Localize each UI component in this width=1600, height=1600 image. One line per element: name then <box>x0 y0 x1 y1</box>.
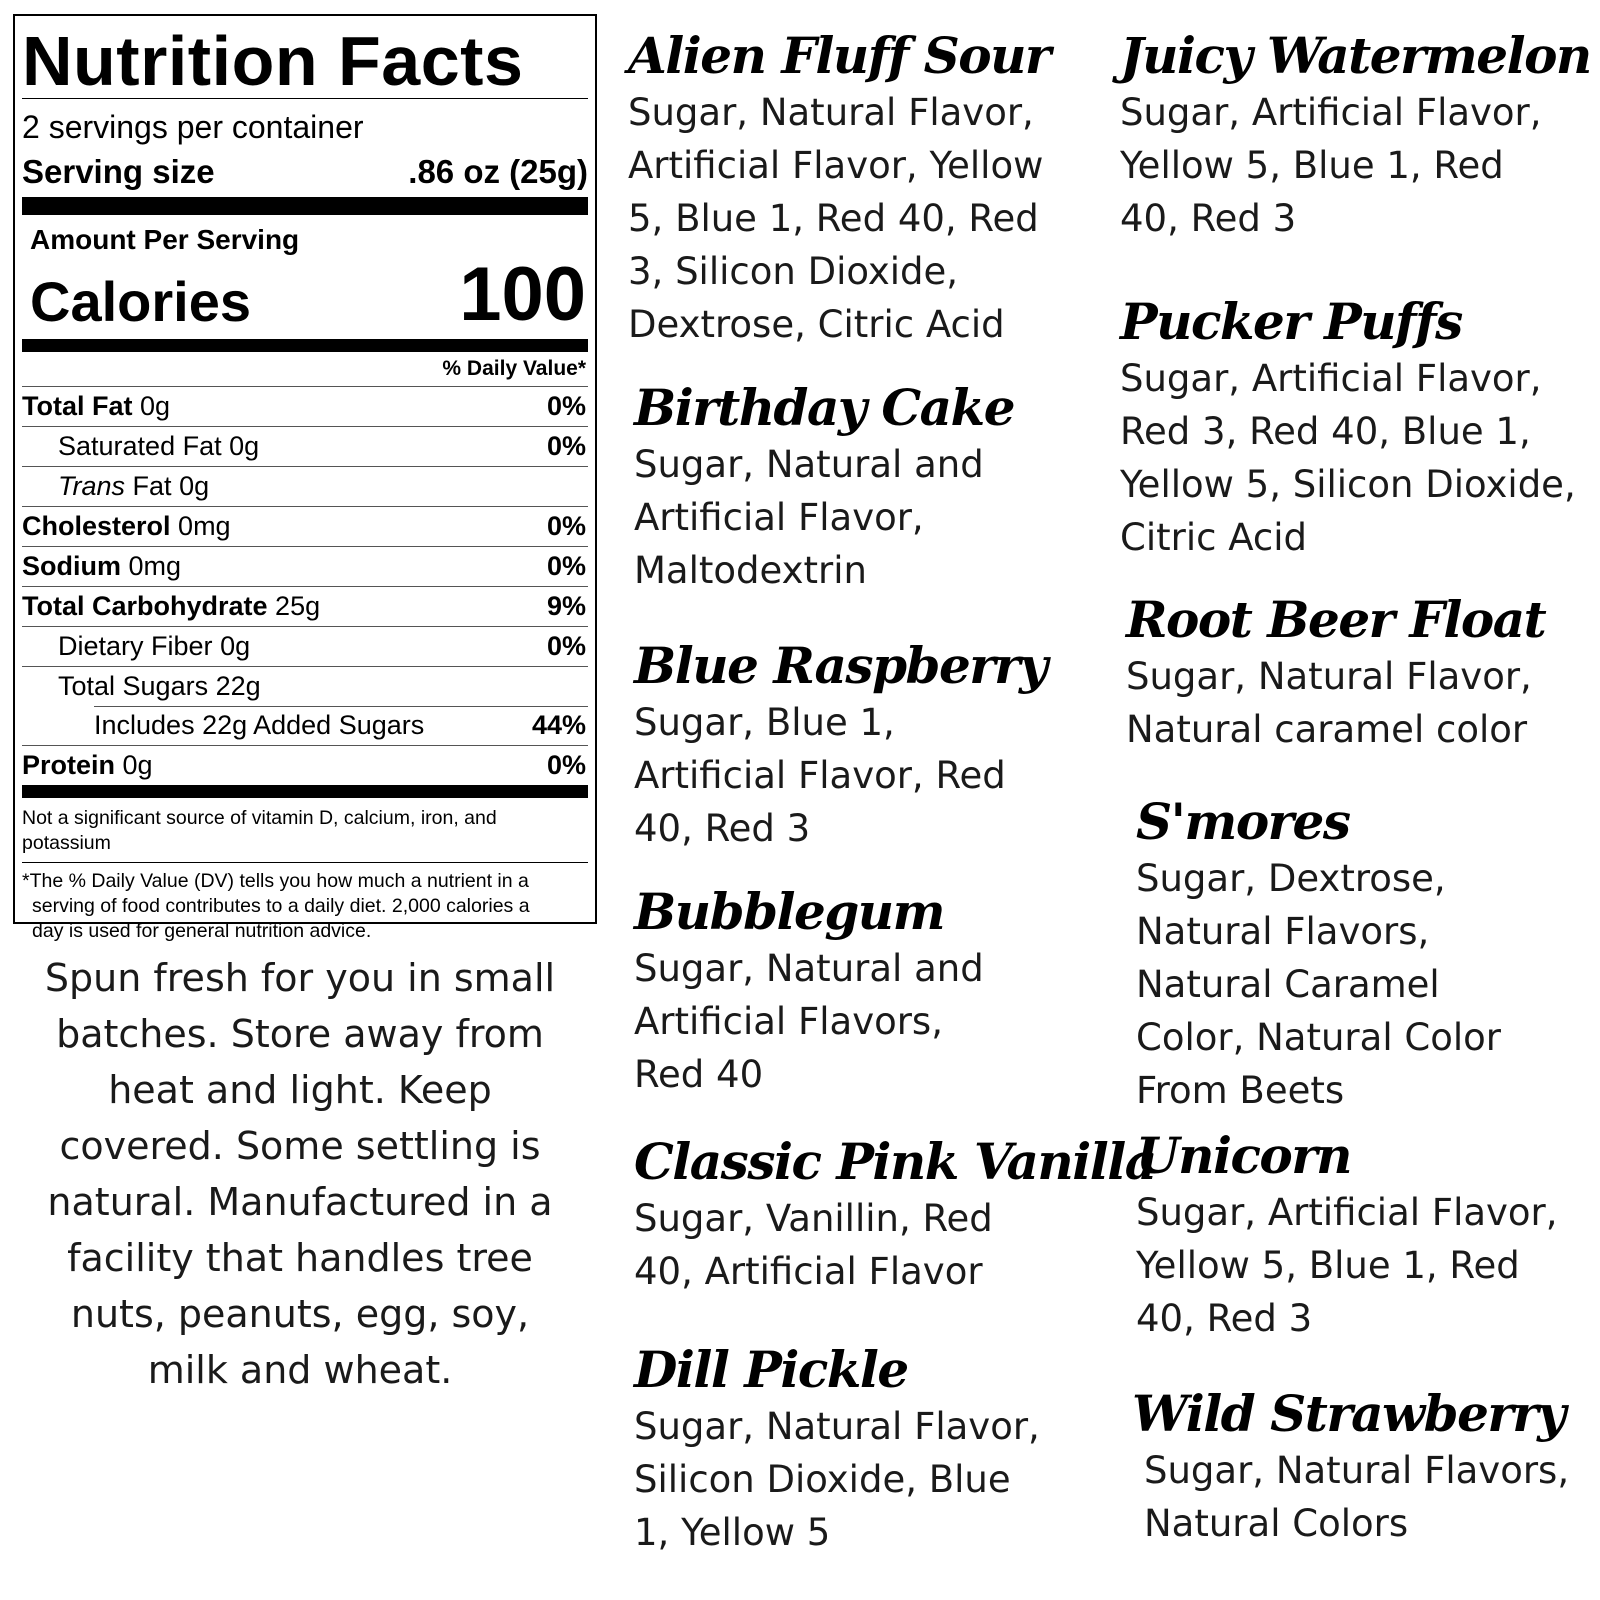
added-sugars-wrap <box>22 706 588 745</box>
nutrient-name: Cholesterol <box>22 511 171 541</box>
nutrient-row-total-carbohydrate <box>22 586 588 626</box>
nutrient-pct: 0% <box>546 511 586 541</box>
flavor-smores <box>1136 792 1592 1117</box>
nutrient-pct: 9% <box>546 591 586 621</box>
servings-per-container: 2 servings per container <box>22 109 364 145</box>
nutrient-row-total-sugars <box>22 666 588 706</box>
flavor-unicorn <box>1136 1126 1596 1345</box>
flavor-ingredients: Sugar, Artificial Flavor, Yellow 5, Blue 1, Red 40, Red 3 <box>1136 1191 1558 1340</box>
nutrient-pct: 44% <box>531 710 586 740</box>
nutrient-name: Total Sugars <box>58 671 209 701</box>
nutrient-name: Saturated Fat <box>58 431 222 461</box>
flavor-name: Wild Strawberry <box>1132 1384 1565 1443</box>
flavor-juicy-watermelon <box>1120 26 1590 245</box>
daily-value-header: % Daily Value* <box>442 357 586 380</box>
nutrient-name: Protein <box>22 750 116 780</box>
vitamin-note: Not a significant source of vitamin D, calcium, iron, and potassium <box>22 807 497 854</box>
flavor-name: Unicorn <box>1136 1126 1351 1185</box>
flavor-name: S'mores <box>1136 792 1350 851</box>
nutrient-pct: 0% <box>546 391 586 421</box>
flavor-ingredients: Sugar, Blue 1, Artificial Flavor, Red 40, Red 3 <box>634 701 1006 850</box>
calories-label: Calories <box>30 270 251 333</box>
dv-note-line-3: day is used for general nutrition advice. <box>32 920 372 942</box>
flavor-name: Blue Raspberry <box>634 636 1047 695</box>
dv-note-line-1: *The % Daily Value (DV) tells you how much a nutrient in a <box>22 870 529 892</box>
flavor-blue-raspberry <box>634 636 1064 855</box>
nutrient-name: Sodium <box>22 551 121 581</box>
nutrient-row-dietary-fiber <box>22 626 588 666</box>
flavor-name: Dill Pickle <box>634 1340 908 1399</box>
serving-size-value: .86 oz (25g) <box>408 153 588 190</box>
nutrient-name-suffix: Fat <box>132 471 172 501</box>
flavor-name: Root Beer Float <box>1126 590 1546 649</box>
nutrient-amount: 0g <box>122 750 153 780</box>
flavor-ingredients: Sugar, Dextrose, Natural Flavors, Natural Caramel Color, Natural Color From Beets <box>1136 857 1501 1112</box>
medium-divider <box>22 339 588 352</box>
flavor-root-beer-float <box>1126 590 1592 756</box>
nutrient-name: Total Fat <box>22 391 133 421</box>
nutrient-row-trans-fat <box>22 466 588 506</box>
nutrient-pct: 0% <box>546 551 586 581</box>
flavor-ingredients: Sugar, Natural Flavor, Artificial Flavor, Yellow 5, Blue 1, Red 40, Red 3, Silicon Dioxide, Dextrose, Citric Acid <box>628 91 1044 346</box>
flavor-wild-strawberry <box>1132 1384 1596 1550</box>
daily-value-note <box>22 863 588 944</box>
nutrient-pct: 0% <box>546 750 586 780</box>
medium-divider <box>22 785 588 798</box>
dv-note-line-2: serving of food contributes to a daily diet. 2,000 calories a <box>32 895 530 917</box>
nutrient-amount: 0g <box>140 391 171 421</box>
flavor-name: Juicy Watermelon <box>1120 26 1591 85</box>
nutrient-amount: 25g <box>275 591 321 621</box>
flavor-ingredients: Sugar, Natural and Artificial Flavor, Maltodextrin <box>634 443 984 592</box>
flavor-ingredients: Sugar, Vanillin, Red 40, Artificial Flavor <box>634 1197 993 1293</box>
thick-divider <box>22 197 588 215</box>
nutrient-amount: 0mg <box>128 551 182 581</box>
nutrient-row-cholesterol <box>22 506 588 546</box>
flavor-classic-pink-vanilla <box>634 1132 1156 1298</box>
nutrient-row-sodium <box>22 546 588 586</box>
amount-per-serving: Amount Per Serving <box>30 224 300 255</box>
nutrient-row-total-fat <box>22 386 588 426</box>
flavor-name: Bubblegum <box>634 882 945 941</box>
nutrient-name: Includes 22g Added Sugars <box>94 710 425 740</box>
calories-row <box>22 252 588 339</box>
calories-value: 100 <box>459 252 586 337</box>
flavor-ingredients: Sugar, Natural Flavor, Natural caramel color <box>1126 655 1532 751</box>
nutrient-pct: 0% <box>546 431 586 461</box>
nutrient-name: Trans <box>58 471 126 501</box>
serving-size-row <box>22 153 588 197</box>
nutrient-row-added-sugars <box>22 706 588 745</box>
flavor-birthday-cake <box>634 378 1064 597</box>
nutrient-row-protein <box>22 745 588 785</box>
flavor-ingredients: Sugar, Artificial Flavor, Yellow 5, Blue 1, Red 40, Red 3 <box>1120 91 1542 240</box>
flavor-name: Pucker Puffs <box>1120 292 1462 351</box>
flavor-name: Alien Fluff Sour <box>628 26 1050 85</box>
flavor-ingredients: Sugar, Natural Flavors, Natural Colors <box>1144 1449 1570 1545</box>
flavor-alien-fluff-sour <box>628 26 1068 351</box>
nutrition-facts-title: Nutrition Facts <box>22 22 524 100</box>
nutrient-name: Total Carbohydrate <box>22 591 268 621</box>
storage-note: Spun fresh for you in small batches. Store away from heat and light. Keep covered. Some settling is natural. Manufactured in a facility that handles tree nuts, peanuts, egg, soy, milk and wheat. <box>44 956 556 1392</box>
flavor-pucker-puffs <box>1120 292 1596 564</box>
divider <box>94 706 588 707</box>
nutrient-amount: 22g <box>215 671 261 701</box>
flavor-ingredients: Sugar, Natural and Artificial Flavors, Red 40 <box>634 947 984 1096</box>
flavor-ingredients: Sugar, Natural Flavor, Silicon Dioxide, Blue 1, Yellow 5 <box>634 1405 1040 1554</box>
flavor-name: Classic Pink Vanilla <box>634 1132 1156 1191</box>
flavor-bubblegum <box>634 882 1064 1101</box>
flavor-ingredients: Sugar, Artificial Flavor, Red 3, Red 40, Blue 1, Yellow 5, Silicon Dioxide, Citric Acid <box>1120 357 1576 559</box>
nutrient-row-saturated-fat <box>22 426 588 466</box>
nutrient-amount: 0g <box>220 631 251 661</box>
nutrient-name: Dietary Fiber <box>58 631 213 661</box>
nutrient-amount: 0g <box>229 431 260 461</box>
flavor-dill-pickle <box>634 1340 1074 1559</box>
serving-size-label: Serving size <box>22 153 215 190</box>
nutrient-amount: 0mg <box>178 511 231 541</box>
nutrient-amount: 0g <box>179 471 210 501</box>
nutrition-facts-panel <box>13 14 597 942</box>
flavor-name: Birthday Cake <box>634 378 1015 437</box>
nutrient-pct: 0% <box>546 631 586 661</box>
